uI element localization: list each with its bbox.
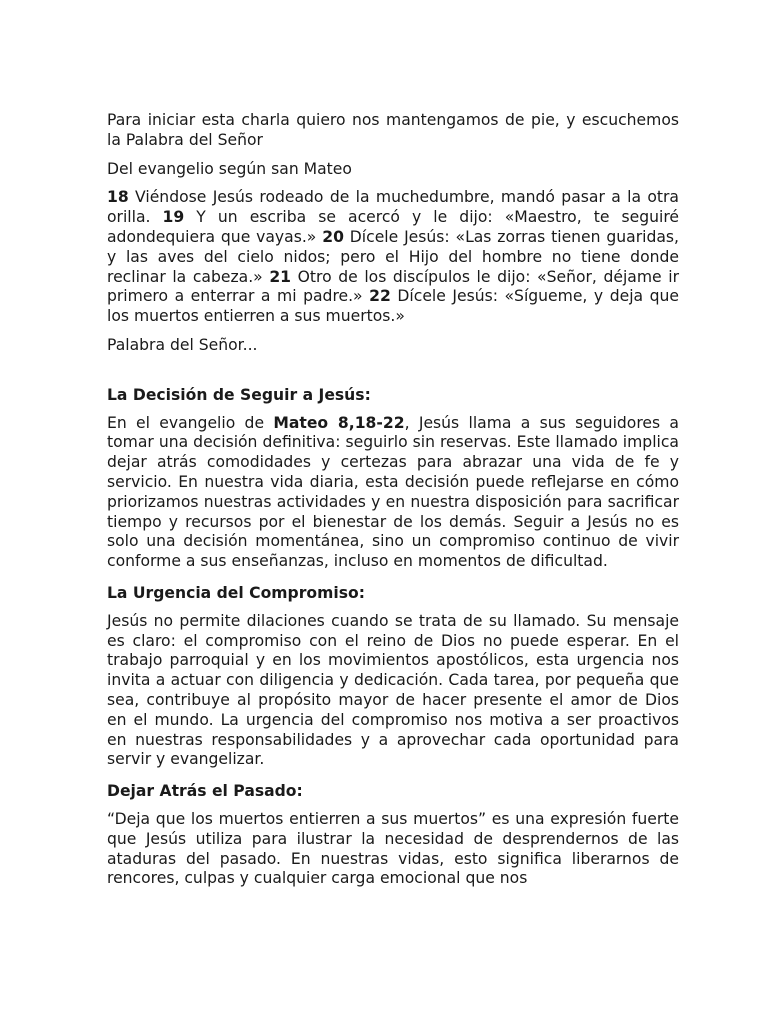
section-heading: Dejar Atrás el Pasado: [107,782,303,801]
verse-text: Y un escriba se acercó y le dijo: «Maestro, te seguiré adondequiera que vayas.» [107,208,680,246]
section-body: “Deja que los muertos entierren a sus muertos” es una expresión fuerte que Jesús utiliza para ilustrar la necesidad de desprendernos de las ataduras del pasado. En nuestras vidas, esto significa liberarnos de rencores, culpas y cualquier carga emocional que nos [107,809,679,888]
section-body-text: En el evangelio de [107,413,274,432]
verse-number: 19 [162,208,185,227]
verse-text: Viéndose Jesús rodeado de la muchedumbre, mandó pasar a la otra orilla. [107,188,679,227]
document-page [107,111,679,901]
section-body [107,414,679,572]
verse-text: Otro de los discípulos le dijo: «Señor, déjame ir primero a enterrar a mi padre.» [107,267,679,306]
verse-text: Dícele Jesús: «Las zorras tienen guaridas, y las aves del cielo nidos; pero el Hijo del hombre no tiene donde reclinar la cabeza.» [107,227,680,286]
gospel-reading [107,188,679,327]
gospel-reference: Del evangelio según san Mateo [107,159,352,178]
section-body: Jesús no permite dilaciones cuando se trata de su llamado. Su mensaje es claro: el compromiso con el reino de Dios no puede esperar. En el trabajo parroquial y en los movimientos apostólicos, esta urgencia nos invita a actuar con diligencia y dedicación. Cada tarea, por pequeña que sea, contribuye al propósito mayor de hacer presente el amor de Dios en el mundo. La urgencia del compromiso nos motiva a ser proactivos en nuestras responsabilidades y a aprovechar cada oportunidad para servir y evangelizar. [107,611,679,769]
section-heading: La Decisión de Seguir a Jesús: [107,385,371,404]
scripture-reference: Mateo 8,18-22 [273,413,405,432]
intro-paragraph: Para iniciar esta charla quiero nos mantengamos de pie, y escuchemos la Palabra del Señor [107,111,679,149]
closing-line: Palabra del Señor... [107,335,258,354]
verse-number: 20 [322,227,344,246]
verse-number: 18 [107,188,129,207]
section-body-text: , Jesús llama a sus seguidores a tomar una decisión definitiva: seguirlo sin reservas. Este llamado implica dejar atrás comodidades y certezas para abrazar una vida de fe y servicio. En nuestra vida diaria, esta decisión puede reflejarse en cómo priorizamos nuestras actividades y en nuestra disposición para sacrificar tiempo y recursos por el bienestar de los demás. Seguir a Jesús no es solo una decisión momentánea, sino un compromiso continuo de vivir conforme a sus enseñanzas, incluso en momentos de dificultad. [107,413,679,571]
verse-number: 21 [269,267,292,286]
verse-text: Dícele Jesús: «Sígueme, y deja que los muertos entierren a sus muertos.» [107,287,680,326]
section-heading: La Urgencia del Compromiso: [107,583,365,602]
verse-number: 22 [369,287,391,306]
